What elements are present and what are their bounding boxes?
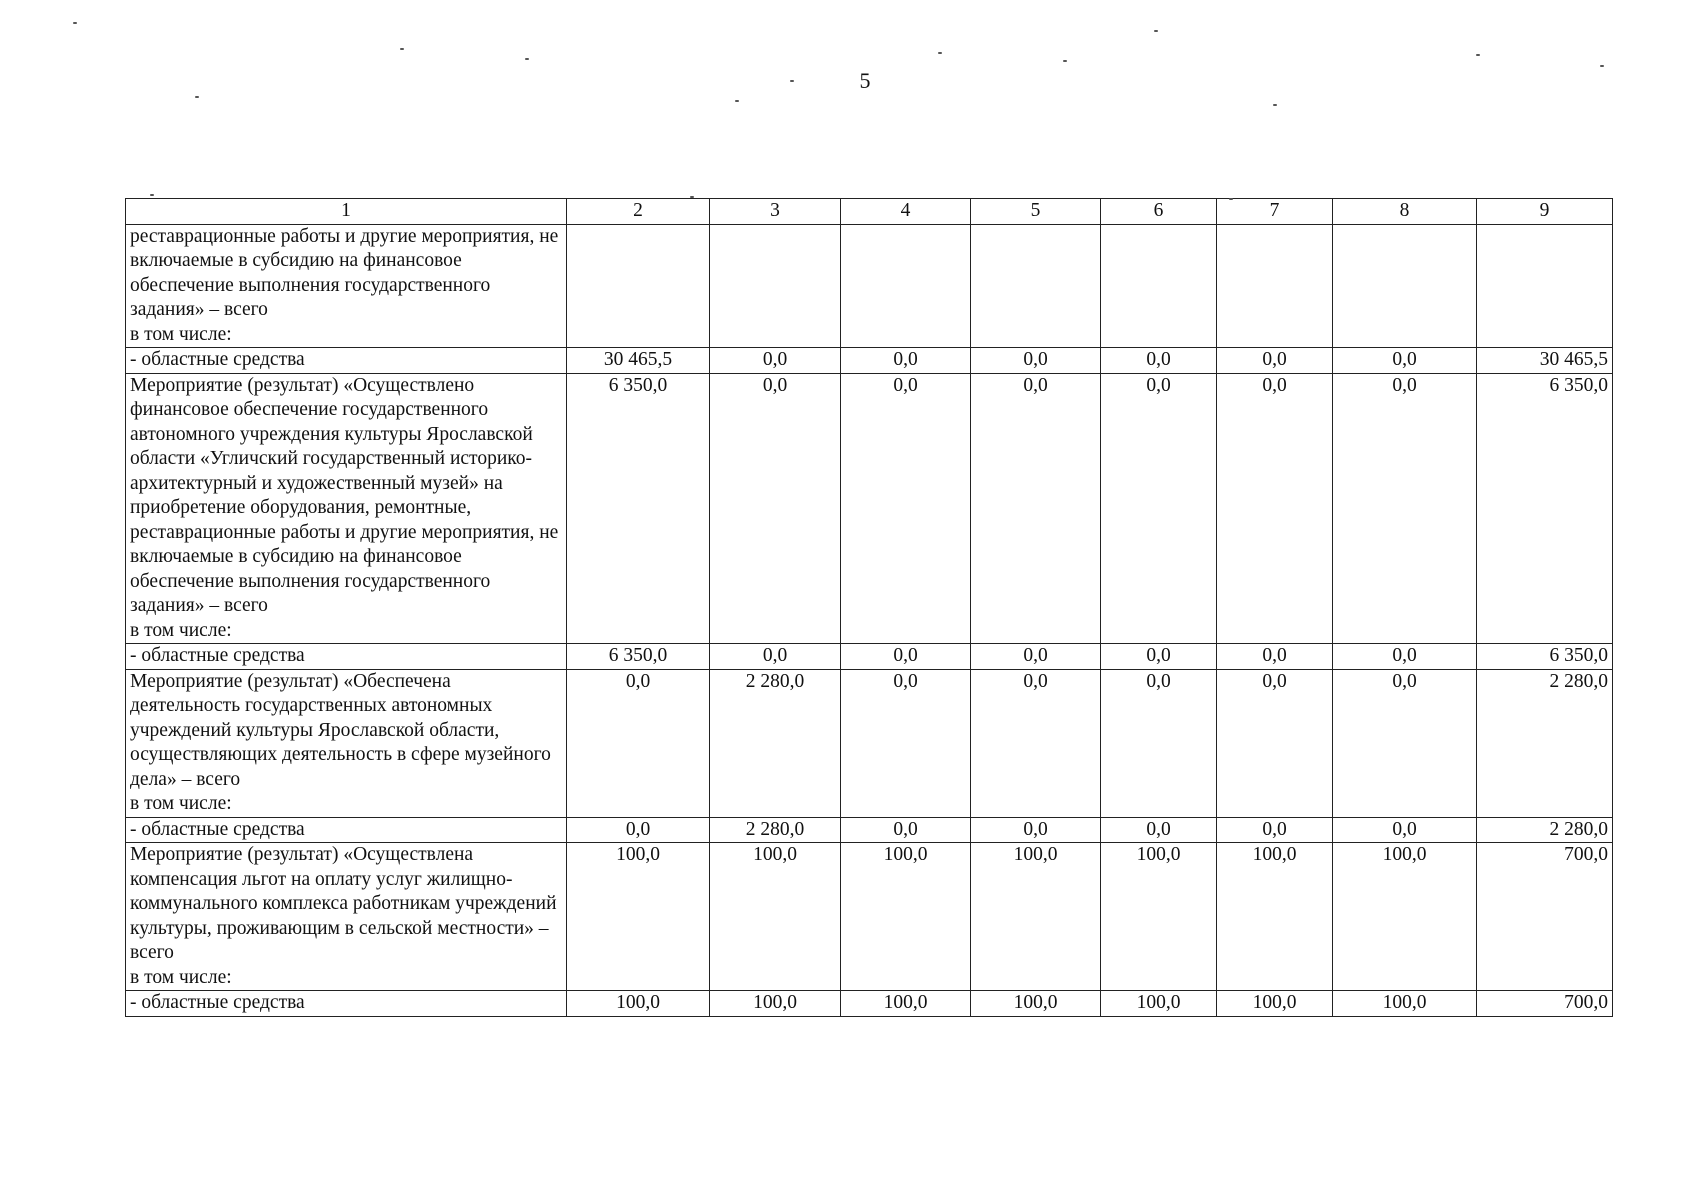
page-number: 5 (859, 68, 871, 93)
value-cell-col-4 (841, 224, 971, 348)
value-cell-col-8: 0,0 (1333, 669, 1477, 817)
value-cell-col-3: 100,0 (710, 843, 841, 991)
value-cell-col-3: 0,0 (710, 348, 841, 374)
value-cell-col-3: 2 280,0 (710, 817, 841, 843)
value-cell-col-7: 0,0 (1217, 669, 1333, 817)
value-cell-col-7: 100,0 (1217, 991, 1333, 1017)
value-cell-col-9: 700,0 (1477, 991, 1613, 1017)
header-cell-col-8: 8 (1333, 199, 1477, 225)
value-cell-col-6: 0,0 (1101, 669, 1217, 817)
header-row (126, 199, 1613, 225)
value-cell-col-2: 30 465,5 (567, 348, 710, 374)
header-cell-col-9: 9 (1477, 199, 1613, 225)
value-cell-col-4: 100,0 (841, 991, 971, 1017)
value-cell-col-3: 2 280,0 (710, 669, 841, 817)
value-cell-col-8: 100,0 (1333, 991, 1477, 1017)
value-cell-col-5 (971, 224, 1101, 348)
value-cell-col-2: 100,0 (567, 843, 710, 991)
value-cell-col-6: 0,0 (1101, 817, 1217, 843)
value-cell-col-7: 0,0 (1217, 644, 1333, 670)
value-cell-col-4: 0,0 (841, 348, 971, 374)
value-cell-col-2: 0,0 (567, 817, 710, 843)
value-cell-col-7: 0,0 (1217, 373, 1333, 644)
header-cell-col-2: 2 (567, 199, 710, 225)
value-cell-col-3: 100,0 (710, 991, 841, 1017)
value-cell-col-4: 0,0 (841, 373, 971, 644)
funding-source-label: - областные средства (126, 644, 567, 670)
value-cell-col-9: 700,0 (1477, 843, 1613, 991)
header-cell-col-5: 5 (971, 199, 1101, 225)
value-cell-col-5: 0,0 (971, 348, 1101, 374)
value-cell-col-2: 6 350,0 (567, 373, 710, 644)
value-cell-col-9 (1477, 224, 1613, 348)
value-cell-col-3: 0,0 (710, 373, 841, 644)
value-cell-col-6: 100,0 (1101, 843, 1217, 991)
value-cell-col-8: 0,0 (1333, 817, 1477, 843)
activity-row (126, 843, 1613, 991)
value-cell-col-8: 100,0 (1333, 843, 1477, 991)
value-cell-col-5: 0,0 (971, 373, 1101, 644)
value-cell-col-2 (567, 224, 710, 348)
value-cell-col-6: 0,0 (1101, 373, 1217, 644)
value-cell-col-5: 0,0 (971, 669, 1101, 817)
value-cell-col-7: 0,0 (1217, 817, 1333, 843)
value-cell-col-4: 0,0 (841, 644, 971, 670)
activity-row (126, 669, 1613, 817)
value-cell-col-5: 0,0 (971, 644, 1101, 670)
value-cell-col-4: 100,0 (841, 843, 971, 991)
funding-source-row (126, 348, 1613, 374)
value-cell-col-8 (1333, 224, 1477, 348)
funding-source-label: - областные средства (126, 348, 567, 374)
header-cell-col-3: 3 (710, 199, 841, 225)
header-cell-col-7: 7 (1217, 199, 1333, 225)
budget-table (125, 198, 1613, 1017)
value-cell-col-3: 0,0 (710, 644, 841, 670)
value-cell-col-4: 0,0 (841, 817, 971, 843)
activity-row (126, 224, 1613, 348)
activity-description: Мероприятие (результат) «Осуществлена компенсация льгот на оплату услуг жилищно-коммунального комплекса работникам учреждений культуры, проживающим в сельской местности» – всего в том числе: (126, 843, 567, 991)
value-cell-col-4: 0,0 (841, 669, 971, 817)
funding-source-label: - областные средства (126, 817, 567, 843)
value-cell-col-2: 0,0 (567, 669, 710, 817)
activity-row (126, 373, 1613, 644)
header-cell-col-1: 1 (126, 199, 567, 225)
value-cell-col-8: 0,0 (1333, 373, 1477, 644)
value-cell-col-6: 0,0 (1101, 348, 1217, 374)
value-cell-col-6 (1101, 224, 1217, 348)
activity-description: реставрационные работы и другие мероприятия, не включаемые в субсидию на финансовое обеспечение выполнения государственного задания» – всего в том числе: (126, 224, 567, 348)
funding-source-label: - областные средства (126, 991, 567, 1017)
funding-source-row (126, 991, 1613, 1017)
table-body (126, 224, 1613, 1016)
value-cell-col-2: 6 350,0 (567, 644, 710, 670)
table-header (126, 199, 1613, 225)
value-cell-col-9: 6 350,0 (1477, 373, 1613, 644)
activity-description: Мероприятие (результат) «Осуществлено финансовое обеспечение государственного автономного учреждения культуры Ярославской области «Угличский государственный историко-архитектурный и художественный музей» на приобретение оборудования, ремонтные, реставрационные работы и другие мероприятия, не включаемые в субсидию на финансовое обеспечение выполнения государственного задания» – всего в том числе: (126, 373, 567, 644)
value-cell-col-8: 0,0 (1333, 644, 1477, 670)
value-cell-col-5: 100,0 (971, 843, 1101, 991)
header-cell-col-6: 6 (1101, 199, 1217, 225)
value-cell-col-6: 0,0 (1101, 644, 1217, 670)
value-cell-col-9: 6 350,0 (1477, 644, 1613, 670)
value-cell-col-8: 0,0 (1333, 348, 1477, 374)
value-cell-col-7: 0,0 (1217, 348, 1333, 374)
value-cell-col-5: 0,0 (971, 817, 1101, 843)
value-cell-col-5: 100,0 (971, 991, 1101, 1017)
funding-source-row (126, 817, 1613, 843)
header-cell-col-4: 4 (841, 199, 971, 225)
activity-description: Мероприятие (результат) «Обеспечена деятельность государственных автономных учреждений культуры Ярославской области, осуществляющих деятельность в сфере музейного дела» – всего в том числе: (126, 669, 567, 817)
value-cell-col-3 (710, 224, 841, 348)
funding-source-row (126, 644, 1613, 670)
value-cell-col-7 (1217, 224, 1333, 348)
value-cell-col-6: 100,0 (1101, 991, 1217, 1017)
value-cell-col-9: 2 280,0 (1477, 669, 1613, 817)
value-cell-col-2: 100,0 (567, 991, 710, 1017)
value-cell-col-7: 100,0 (1217, 843, 1333, 991)
value-cell-col-9: 30 465,5 (1477, 348, 1613, 374)
value-cell-col-9: 2 280,0 (1477, 817, 1613, 843)
